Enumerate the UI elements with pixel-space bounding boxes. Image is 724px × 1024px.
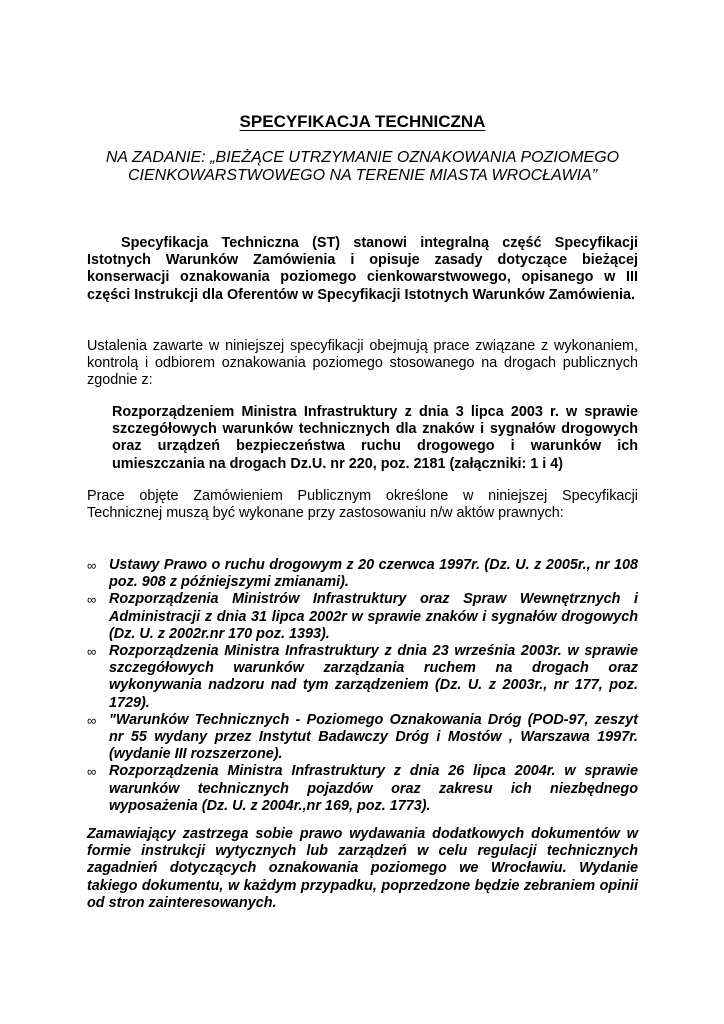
subtitle-line-1: NA ZADANIE: „BIEŻĄCE UTRZYMANIE OZNAKOWANIA POZIOMEGO: [105, 149, 620, 166]
infinity-bullet-icon: ∞: [87, 764, 97, 780]
legal-acts-list: [87, 557, 638, 815]
works-paragraph: Prace objęte Zamówieniem Publicznym określone w niniejszej Specyfikacji Technicznej muszą być wykonane przy zastosowaniu n/w aktów prawnych:: [87, 488, 638, 522]
list-item-text: Ustawy Prawo o ruchu drogowym z 20 czerwca 1997r. (Dz. U. z 2005r., nr 108 poz. 908 z późniejszymi zmianami).: [109, 557, 638, 591]
document-title: SPECYFIKACJA TECHNICZNA: [239, 112, 486, 131]
list-item: [87, 557, 638, 591]
infinity-bullet-icon: ∞: [87, 644, 97, 660]
list-item-text: Rozporządzenia Ministra Infrastruktury z dnia 23 września 2003r. w sprawie szczegółowych warunków zarządzania ruchem na drogach oraz wykonywania nadzoru nad tym zarządzeniem (Dz. U. z 2003r., nr 177, poz. 1729).: [109, 643, 638, 711]
list-item-text: "Warunków Technicznych - Poziomego Oznakowania Dróg (POD-97, zeszyt nr 55 wydany przez Instytut Badawczy Dróg i Mostów , Warszawa 1997r. (wydanie III rozszerzone).: [109, 711, 638, 763]
infinity-bullet-icon: ∞: [87, 712, 97, 728]
closing-paragraph: Zamawiający zastrzega sobie prawo wydawania dodatkowych dokumentów w formie instrukcji wytycznych lub zarządzeń w celu regulacji technicznych zagadnień dotyczących oznakowania poziomego we Wrocławiu. Wydanie takiego dokumentu, w każdym przypadku, poprzedzone będzie zebraniem opinii od stron zainteresowanych.: [87, 826, 638, 911]
subtitle-line-2: CIENKOWARSTWOWEGO NA TERENIE MIASTA WROCŁAWIA”: [127, 167, 598, 184]
list-item: [87, 712, 638, 764]
list-item-text: Rozporządzenia Ministrów Infrastruktury oraz Spraw Wewnętrznych i Administracji z dnia 31 lipca 2002r w sprawie znaków i sygnałów drogowych (Dz. U. z 2002r.nr 170 poz. 1393).: [109, 591, 638, 642]
infinity-bullet-icon: ∞: [87, 558, 97, 573]
list-item-text: Rozporządzenia Ministra Infrastruktury z dnia 26 lipca 2004r. w sprawie warunków technicznych pojazdów oraz zakresu ich niezbędnego wyposażenia (Dz. U. z 2004r.,nr 169, poz. 1773).: [109, 763, 638, 814]
document-subtitle: [87, 149, 638, 185]
scope-paragraph: Ustalenia zawarte w niniejszej specyfikacji obejmują prace związane z wykonaniem, kontrolą i odbiorem oznakowania poziomego stosowanego na drogach publicznych zgodnie z:: [87, 338, 638, 389]
list-item: [87, 591, 638, 643]
infinity-bullet-icon: ∞: [87, 592, 97, 608]
regulation-quote: Rozporządzeniem Ministra Infrastruktury z dnia 3 lipca 2003 r. w sprawie szczegółowych warunków technicznych dla znaków i sygnałów drogowych oraz urządzeń bezpieczeństwa ruchu drogowego i warunków ich umieszczania na drogach Dz.U. nr 220, poz. 2181 (załączniki: 1 i 4): [112, 404, 638, 472]
list-item: [87, 763, 638, 815]
list-item: [87, 643, 638, 712]
intro-paragraph: Specyfikacja Techniczna (ST) stanowi integralną część Specyfikacji Istotnych Warunków Zamówienia i opisuje zasady dotyczące bieżącej konserwacji oznakowania poziomego cienkowarstwowego, opisanego w III części Instrukcji dla Oferentów w Specyfikacji Istotnych Warunków Zamówienia.: [87, 235, 638, 303]
document-page: [87, 0, 638, 1024]
